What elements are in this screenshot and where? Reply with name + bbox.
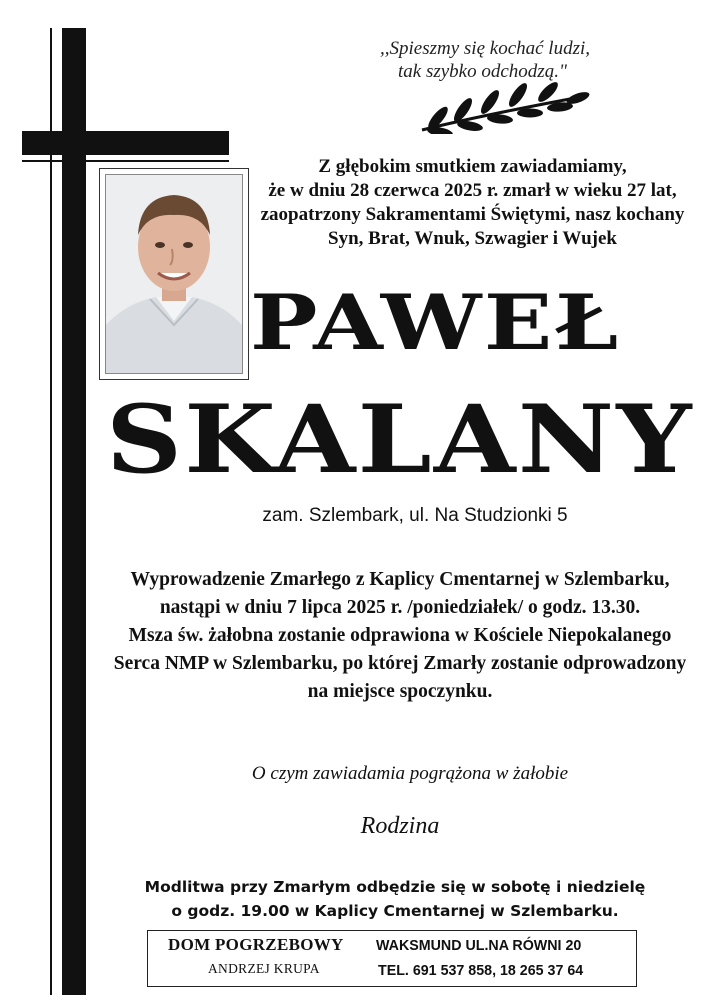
cross-outline-vertical <box>50 28 52 995</box>
ceremony-line: na miejsce spoczynku. <box>307 681 493 702</box>
deceased-address: zam. Szlembark, ul. Na Studzionki 5 <box>262 505 568 526</box>
portrait-image <box>106 175 242 373</box>
portrait-frame <box>99 168 249 380</box>
cross-horizontal-beam <box>22 131 229 155</box>
ceremony-line: Serca NMP w Szlembarku, po której Zmarły zostanie odprowadzony <box>113 653 687 674</box>
prayer-line: Modlitwa przy Zmarłym odbędzie się w sobotę i niedzielę <box>144 878 646 896</box>
family-signature: Rodzina <box>360 813 440 839</box>
ceremony-line: nastąpi w dniu 7 lipca 2025 r. /poniedziałek/ o godz. 13.30. <box>159 597 641 618</box>
funeral-home-phone: TEL. 691 537 858, 18 265 37 64 <box>378 962 584 979</box>
announcement-line: Syn, Brat, Wnuk, Szwagier i Wujek <box>328 228 617 249</box>
quote-line-1: ,,Spieszmy się kochać ludzi, <box>380 38 591 59</box>
deceased-first-name: PAWEŁ <box>250 278 621 367</box>
cross-vertical-beam <box>62 28 86 995</box>
quote-line-2: tak szybko odchodzą." <box>398 61 567 82</box>
prayer-notice <box>100 875 690 923</box>
ceremony-line: Msza św. żałobna zostanie odprawiona w Kościele Niepokalanego <box>128 625 672 646</box>
olive-branch-icon <box>418 82 590 134</box>
funeral-home-owner: ANDRZEJ KRUPA <box>208 961 320 976</box>
portrait-photo <box>105 174 243 374</box>
cross-outline-horizontal <box>22 160 229 162</box>
announcement-line: zaopatrzony Sakramentami Świętymi, nasz kochany <box>260 204 685 225</box>
prayer-line: o godz. 19.00 w Kaplicy Cmentarnej w Szlembarku. <box>171 902 619 920</box>
grief-line: O czym zawiadamia pogrążona w żałobie <box>251 763 569 784</box>
deceased-last-name: SKALANY <box>106 385 694 495</box>
funeral-home-name: DOM POGRZEBOWY <box>168 935 344 954</box>
announcement-line: że w dniu 28 czerwca 2025 r. zmarł w wieku 27 lat, <box>268 180 677 201</box>
funeral-home-address: WAKSMUND UL.NA RÓWNI 20 <box>376 937 582 954</box>
funeral-ceremony-details <box>100 566 700 706</box>
announcement-line: Z głębokim smutkiem zawiadamiamy, <box>318 156 627 177</box>
memorial-quote <box>380 37 640 83</box>
funeral-home-box <box>147 930 637 987</box>
death-announcement <box>245 155 700 251</box>
ceremony-line: Wyprowadzenie Zmarłego z Kaplicy Cmentarnej w Szlembarku, <box>130 569 670 590</box>
